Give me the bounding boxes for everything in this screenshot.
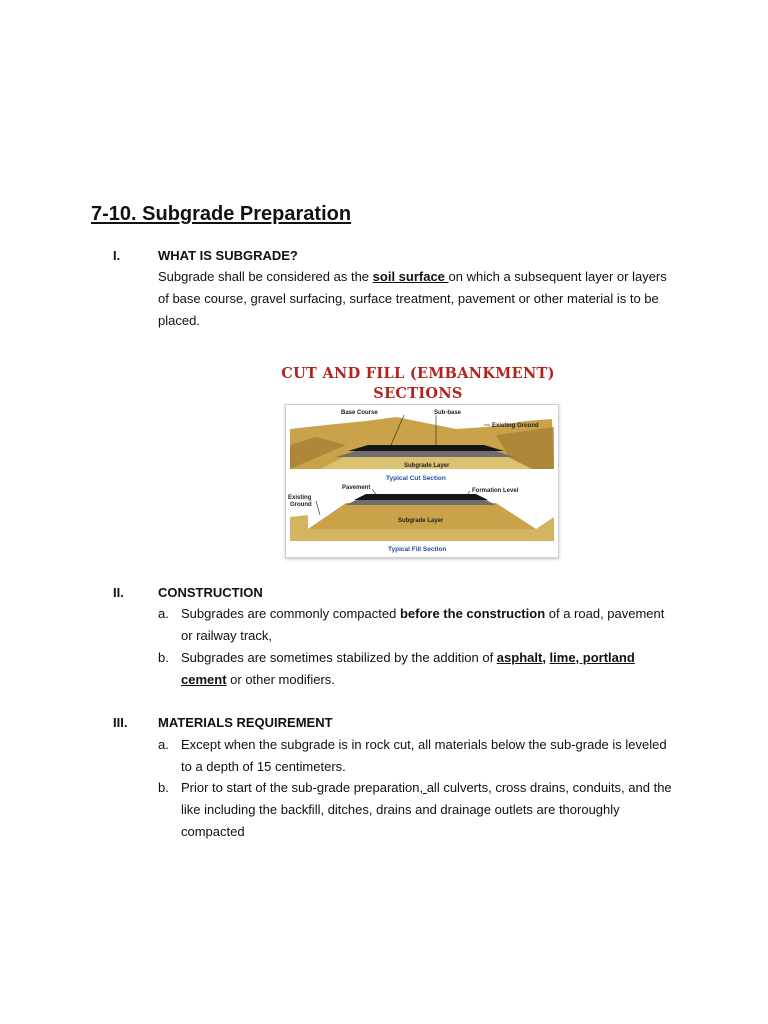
label-sub-base: Sub-base <box>434 410 462 416</box>
section-2-heading: CONSTRUCTION <box>158 585 263 600</box>
section-3-item-a: a. Except when the subgrade is in rock cut, all materials below the sub-grade is leveled to a depth of 15 centimeters. <box>158 737 667 774</box>
cut-pavement <box>348 445 504 451</box>
fill-embankment <box>308 503 536 529</box>
label-subgrade-layer-bottom: Subgrade Layer <box>398 518 444 524</box>
section-1-number: I. <box>113 248 121 263</box>
cut-fill-diagram <box>285 404 559 558</box>
section-2-item-a: a. Subgrades are commonly compacted before the construction of a road, pavement or railway track, <box>158 606 665 643</box>
section-1-heading: WHAT IS SUBGRADE? <box>158 248 298 263</box>
caption-typical-fill: Typical Fill Section <box>388 546 447 553</box>
label-pavement: Pavement <box>342 485 371 491</box>
label-formation-level: Formation Level <box>472 488 519 494</box>
label-subgrade-layer-top: Subgrade Layer <box>404 463 450 469</box>
section-2-item-b: b. Subgrades are sometimes stabilized by the addition of asphalt, lime, portland cement or other modifiers. <box>158 650 635 687</box>
figure-title-line-1: CUT AND FILL (EMBANKMENT) <box>281 365 555 382</box>
label-existing-ground-bottom-2: Ground <box>290 502 312 508</box>
section-1-paragraph: Subgrade shall be considered as the soil surface on which a subsequent layer or layers of base course, gravel surfacing, surface treatment, pavement or other material is to be placed. <box>158 269 667 328</box>
cut-fill-svg <box>286 405 558 557</box>
section-3-heading: MATERIALS REQUIREMENT <box>158 715 333 730</box>
fill-pavement <box>354 494 488 500</box>
label-existing-ground-bottom-1: Existing <box>288 495 312 501</box>
label-existing-ground-top: Existing Ground <box>492 423 539 429</box>
page-title: 7-10. Subgrade Preparation <box>91 203 352 225</box>
figure-title-line-2: SECTIONS <box>373 385 463 402</box>
section-3-number: III. <box>113 715 128 730</box>
caption-typical-cut: Typical Cut Section <box>386 475 446 482</box>
label-base-course: Base Course <box>341 410 378 416</box>
soil-surface-emphasis: soil surface <box>372 269 449 284</box>
section-3-item-b: b. Prior to start of the sub-grade preparation, all culverts, cross drains, conduits, and the like including the backfill, ditches, drains and drainage outlets are thoroughly compacted <box>158 780 672 839</box>
section-2-number: II. <box>113 585 124 600</box>
